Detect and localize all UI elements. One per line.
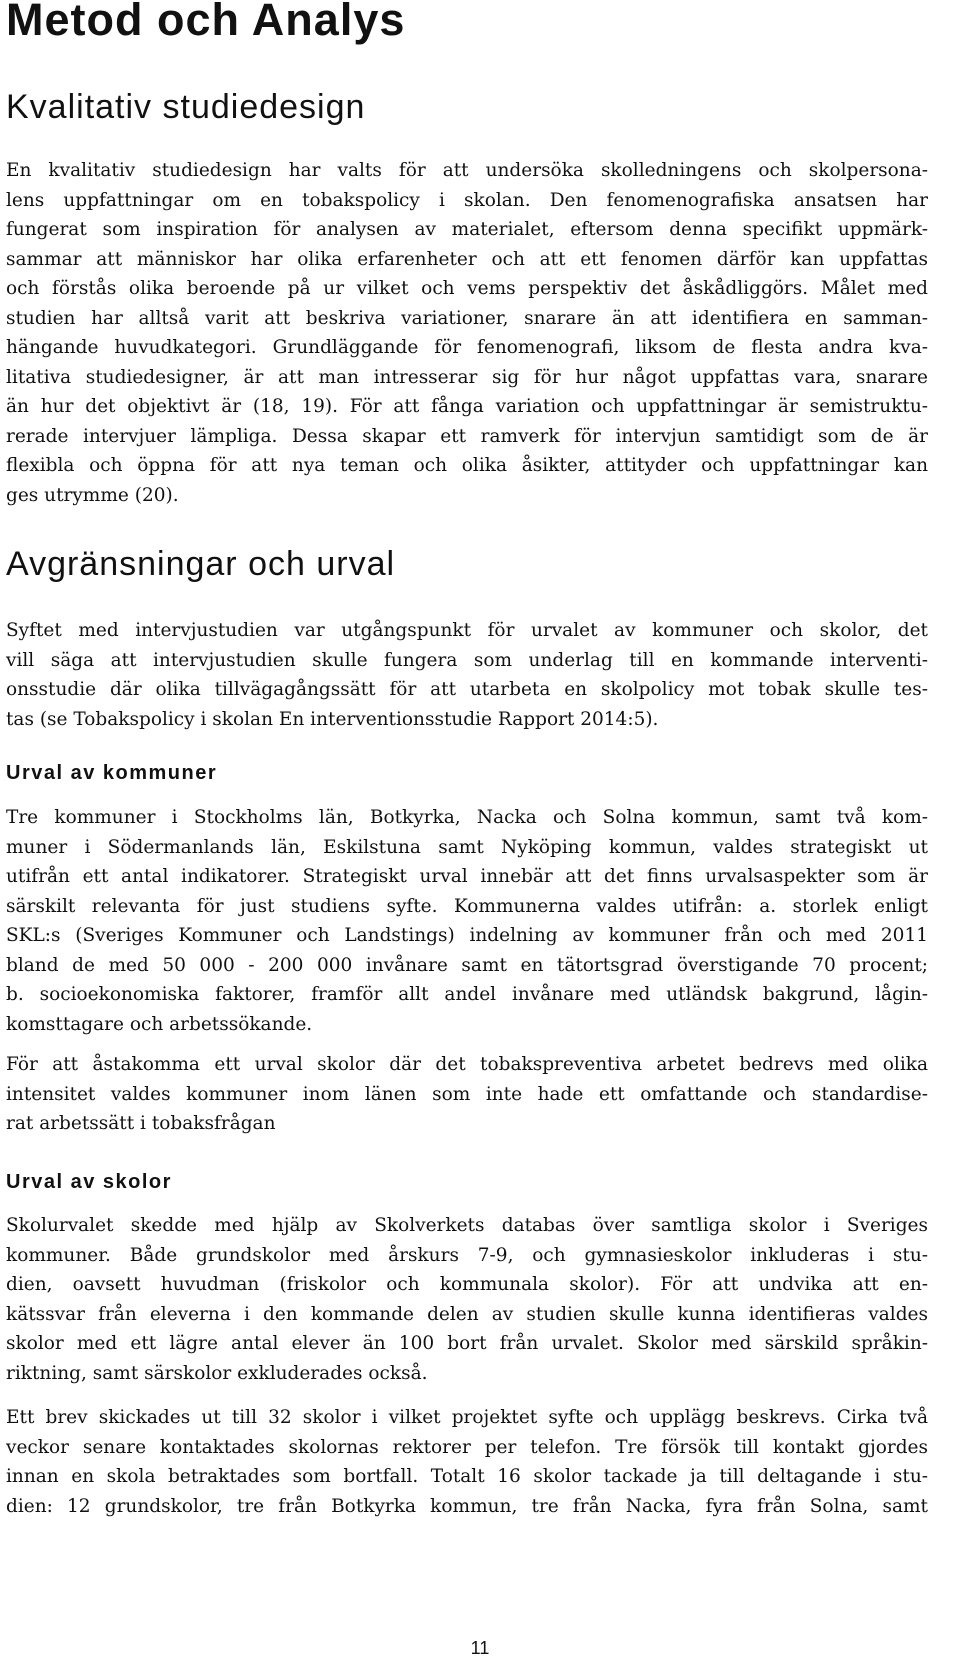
text-line: dien, oavsett huvudman (friskolor och kommunala skolor). För att undvika att en- [6,1274,928,1295]
text-line: intensitet valdes kommuner inom länen som inte hade ett omfattande och standardise- [6,1083,928,1105]
text-line: hängande huvudkategori. Grundläggande för fenomenografi, liksom de flesta andra kva- [6,337,928,358]
text-line: För att åstakomma ett urval skolor där det tobakspreventiva arbetet bedrevs med olika [6,1054,928,1075]
text-line: SKL:s (Sveriges Kommuner och Landstings) indelning av kommuner från och med 2011 [6,925,928,946]
paragraph-brev-skickades [6,1403,928,1521]
page-number: 11 [470,1638,490,1658]
text-line: veckor senare kontaktades skolornas rektorer per telefon. Tre försök till kontakt gjordes [6,1436,928,1458]
text-line: litativa studiedesigner, är att man intresserar sig för hur något uppfattas vara, snarare [6,366,928,388]
text-line: riktning, samt särskolor exkluderades också. [6,1362,428,1384]
text-line: innan en skola betraktades som bortfall. Totalt 16 skolor tackade ja till deltagande i stu- [6,1466,928,1487]
text-line: skolor med ett lägre antal elever än 100 bort från urvalet. Skolor med särskild språkin- [6,1333,928,1354]
text-line: tas (se Tobakspolicy i skolan En interventionsstudie Rapport 2014:5). [6,708,659,730]
text-line: än hur det objektivt är (18, 19). För att fånga variation och uppfattningar är semistruktu- [6,396,928,417]
subheading-urval-av-kommuner: Urval av kommuner [6,762,218,784]
paragraph-urval-skolor [6,1211,928,1388]
section-heading-avgransningar-och-urval: Avgränsningar och urval [6,545,396,583]
text-line: bland de med 50 000 - 200 000 invånare samt en tätortsgrad överstigande 70 procent; [6,954,928,976]
text-line: kätssvar från eleverna i den kommande delen av studien skulle kunna identifieras valdes [6,1303,928,1325]
paragraph-studiedesign [6,156,928,510]
text-line: En kvalitativ studiedesign har valts för att undersöka skolledningens och skolpersona- [6,160,928,181]
paragraph-urval-kommuner [6,803,928,1039]
text-line: lens uppfattningar om en tobakspolicy i skolan. Den fenomenografiska ansatsen har [6,189,928,211]
text-line: komsttagare och arbetssökande. [6,1013,313,1035]
text-line: Tre kommuner i Stockholms län, Botkyrka, Nacka och Solna kommun, samt två kom- [6,807,928,828]
text-line: fungerat som inspiration för analysen av materialet, eftersom denna specifikt uppmärk- [6,219,928,240]
text-line: rat arbetssätt i tobaksfrågan [6,1113,276,1134]
text-line: sammar att människor har olika erfarenheter och att ett fenomen därför kan uppfattas [6,248,928,270]
text-line: Ett brev skickades ut till 32 skolor i vilket projektet syfte och upplägg beskrevs. Cirka två [6,1407,928,1428]
text-line: flexibla och öppna för att nya teman och olika åsikter, attityder och uppfattningar kan [6,455,928,476]
text-line: kommuner. Både grundskolor med årskurs 7-9, och gymnasieskolor inkluderas i stu- [6,1244,928,1266]
text-line: studien har alltså varit att beskriva variationer, snarare än att identifiera en samman- [6,307,928,329]
text-line: onsstudie där olika tillvägagångssätt för att utarbeta en skolpolicy mot tobak skulle tes- [6,679,928,700]
paragraph-tobakspreventiva-arbetet [6,1050,928,1139]
text-line: ges utrymme (20). [6,484,179,506]
section-heading-kvalitativ-studiedesign: Kvalitativ studiedesign [6,88,366,126]
text-line: vill säga att intervjustudien skulle fungera som underlag till en kommande interventi- [6,649,928,671]
paragraph-avgransningar [6,616,928,734]
text-line: särskilt relevanta för just studiens syfte. Kommunerna valdes utifrån: a. storlek enligt [6,895,928,917]
text-line: och förstås olika beroende på ur vilket och vems perspektiv det åskådliggörs. Målet med [6,278,928,299]
text-line: utifrån ett antal indikatorer. Strategiskt urval innebär att det finns urvalsaspekter som är [6,866,928,887]
subheading-urval-av-skolor: Urval av skolor [6,1171,172,1193]
text-line: Syftet med intervjustudien var utgångspunkt för urvalet av kommuner och skolor, det [6,620,928,641]
text-line: rerade intervjuer lämpliga. Dessa skapar ett ramverk för intervjun samtidigt som de är [6,425,928,447]
page-title: Metod och Analys [6,0,406,45]
text-line: b. socioekonomiska faktorer, framför allt andel invånare med utländsk bakgrund, lågin- [6,984,928,1005]
text-line: dien: 12 grundskolor, tre från Botkyrka kommun, tre från Nacka, fyra från Solna, samt [6,1495,928,1517]
text-line: muner i Södermanlands län, Eskilstuna samt Nyköping kommun, valdes strategiskt ut [6,836,928,858]
text-line: Skolurvalet skedde med hjälp av Skolverkets databas över samtliga skolor i Sveriges [6,1215,928,1236]
